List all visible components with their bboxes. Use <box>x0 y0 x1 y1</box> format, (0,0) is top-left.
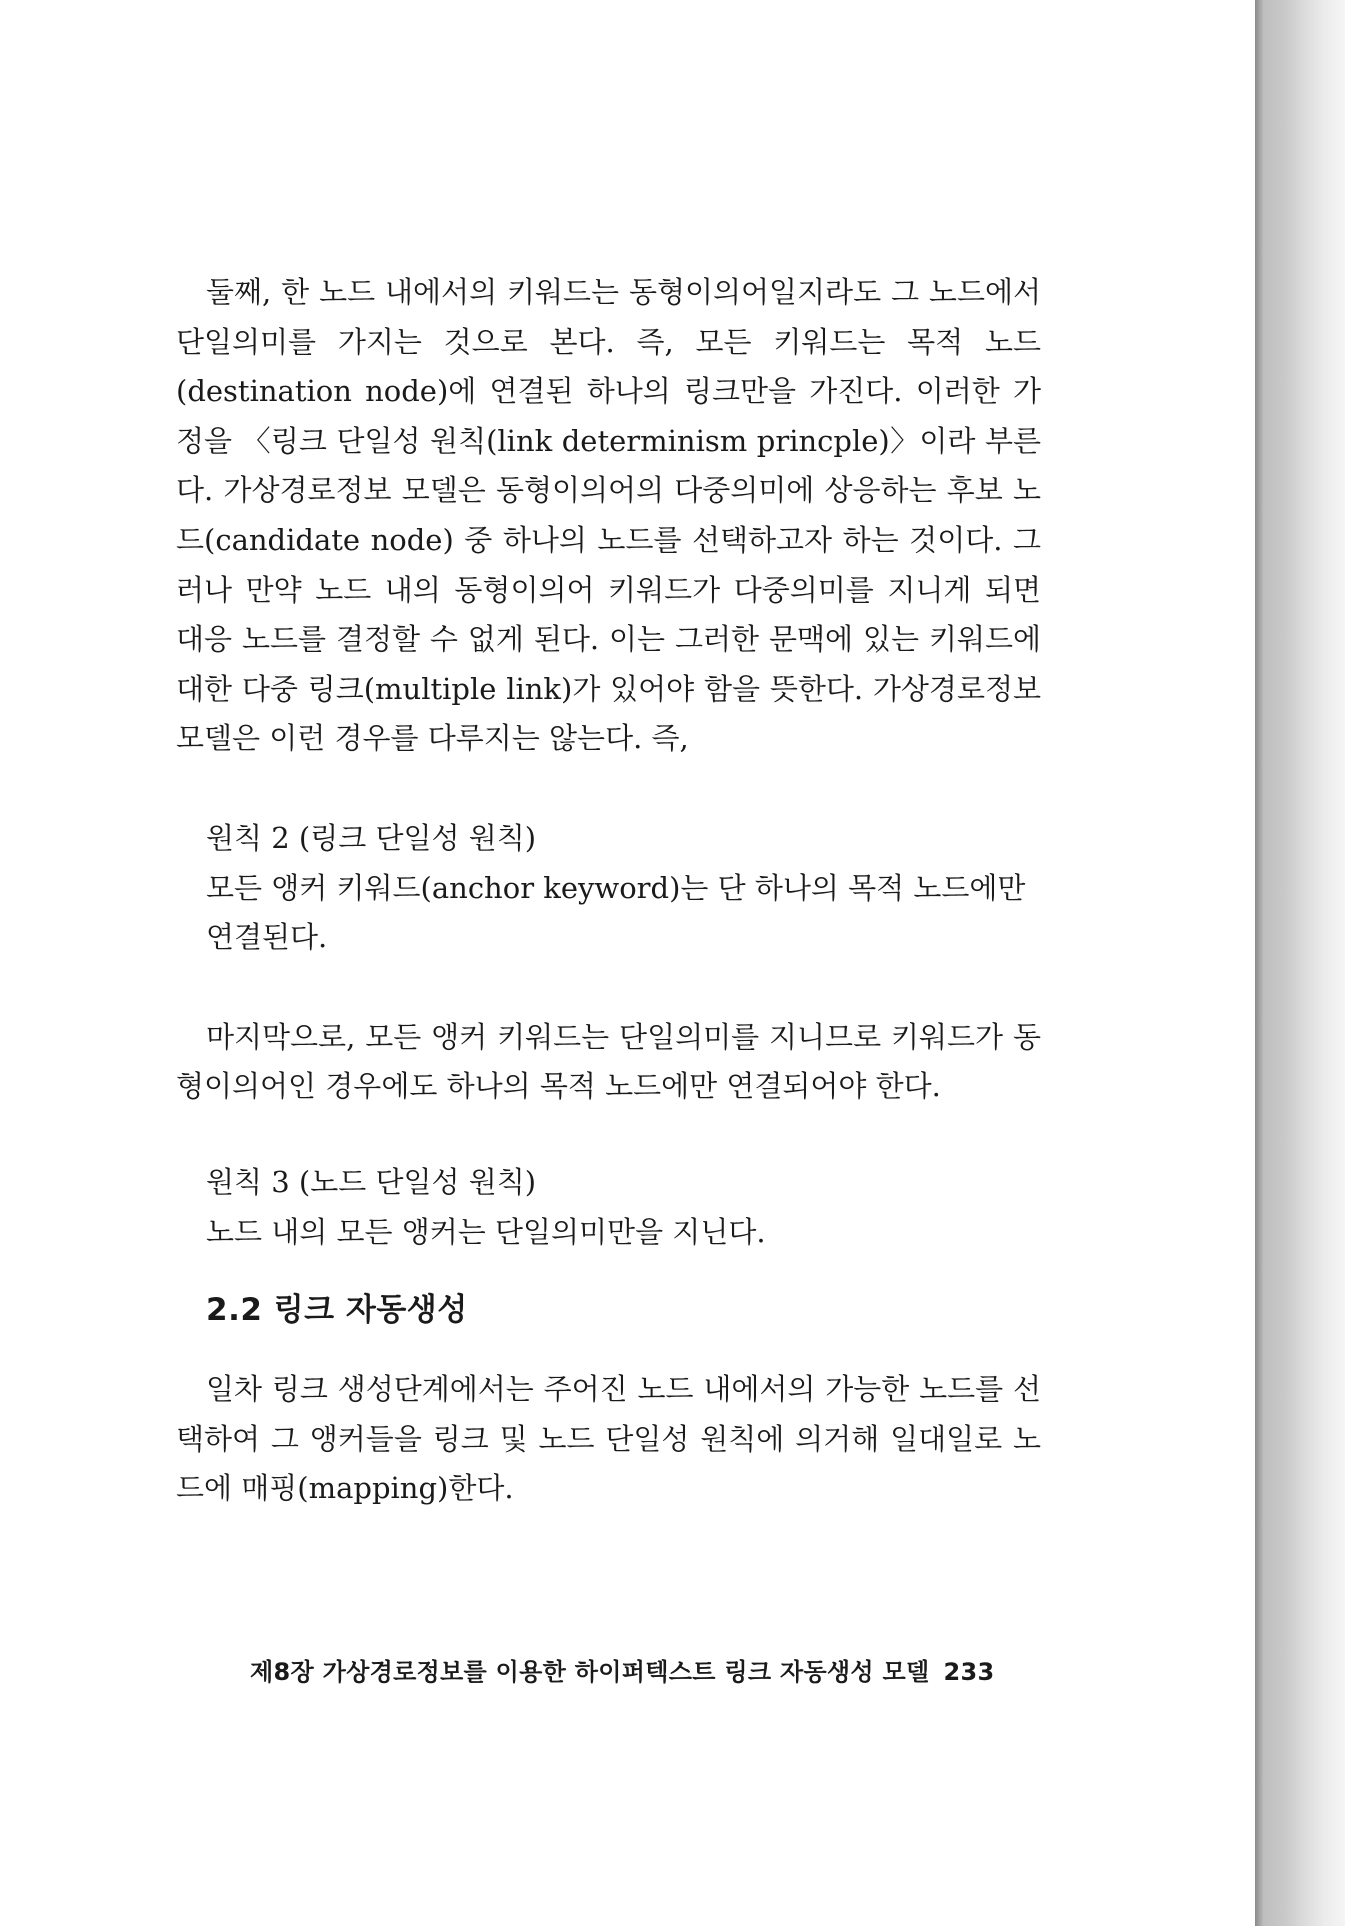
principle-2-title: 원칙 2 (링크 단일성 원칙) <box>206 820 537 855</box>
principle-2-text: 모든 앵커 키워드(anchor keyword)는 단 하나의 목적 노드에만 연결된다. <box>206 870 1026 955</box>
page-body <box>176 268 1041 1514</box>
principle-3-title: 원칙 3 (노드 단일성 원칙) <box>206 1164 537 1199</box>
page-footer <box>250 1652 1010 1687</box>
running-title: 제8장 가상경로정보를 이용한 하이퍼텍스트 링크 자동생성 모델 <box>250 1658 930 1686</box>
page-edge-shadow <box>1255 0 1345 1926</box>
section-heading: 2.2 링크 자동생성 <box>206 1292 468 1329</box>
principle-2-block <box>176 814 1041 963</box>
paragraph-link-determinism: 둘째, 한 노드 내에서의 키워드는 동형이의어일지라도 그 노드에서 단일의미를 가지는 것으로 본다. 즉, 모든 키워드는 목적 노드(destination node)에 연결된 하나의 링크만을 가진다. 이러한 가정을 〈링크 단일성 원칙(link determinism princple)〉이라 부른다. 가상경로정보 모델은 동형이의어의 다중의미에 상응하는 후보 노드(candidate node) 중 하나의 노드를 선택하고자 하는 것이다. 그러나 만약 노드 내의 동형이의어 키워드가 다중의미를 지니게 되면 대응 노드를 결정할 수 없게 된다. 이는 그러한 문맥에 있는 키워드에 대한 다중 링크(multiple link)가 있어야 함을 뜻한다. 가상경로정보 모델은 이런 경우를 다루지는 않는다. 즉, <box>176 275 1041 756</box>
page-number: 233 <box>943 1658 995 1686</box>
paragraph-anchor-single-meaning: 마지막으로, 모든 앵커 키워드는 단일의미를 지니므로 키워드가 동형이의어인 경우에도 하나의 목적 노드에만 연결되어야 한다. <box>176 1019 1041 1104</box>
principle-3-text: 노드 내의 모든 앵커는 단일의미만을 지닌다. <box>206 1214 766 1249</box>
page-fold-line <box>1255 0 1263 1926</box>
paragraph-first-link-generation: 일차 링크 생성단계에서는 주어진 노드 내에서의 가능한 노드를 선택하여 그 앵커들을 링크 및 노드 단일성 원칙에 의거해 일대일로 노드에 매핑(mapping)한다. <box>176 1372 1041 1506</box>
principle-3-block <box>176 1158 1041 1257</box>
